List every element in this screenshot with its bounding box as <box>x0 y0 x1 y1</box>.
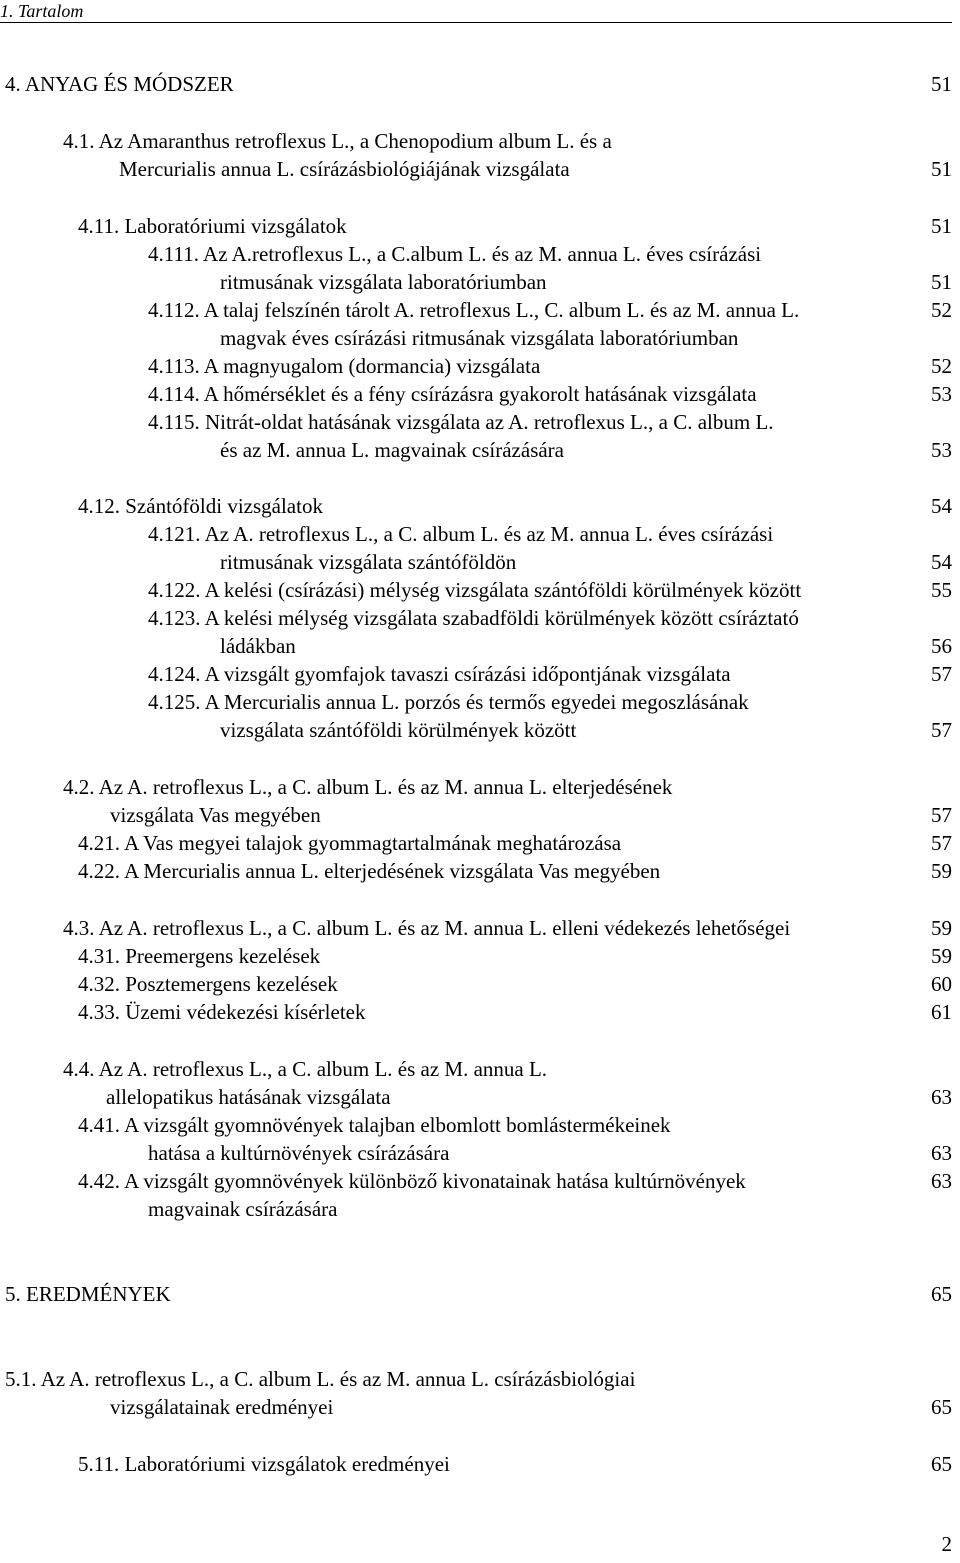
toc-page: 59 <box>931 916 952 940</box>
toc-entry-4-112-cont: magvak éves csírázási ritmusának vizsgálata laboratóriumban <box>220 326 739 350</box>
toc-page: 57 <box>931 718 952 742</box>
toc-entry-4-125: 4.125. A Mercurialis annua L. porzós és termős egyedei megoszlásának <box>148 690 749 714</box>
toc-page: 51 <box>931 157 952 181</box>
toc-entry-4-3: 4.3. Az A. retroflexus L., a C. album L. és az M. annua L. elleni védekezés lehetőségei <box>63 916 791 940</box>
toc-page: 61 <box>931 1000 952 1024</box>
toc-entry-4-31: 4.31. Preemergens kezelések <box>78 944 321 968</box>
toc-page: 65 <box>931 1452 952 1476</box>
toc-page: 53 <box>931 382 952 406</box>
toc-entry-4-123: 4.123. A kelési mélység vizsgálata szabadföldi körülmények között csíráztató <box>148 606 799 630</box>
toc-page: 63 <box>931 1141 952 1165</box>
toc-entry-4-11: 4.11. Laboratóriumi vizsgálatok <box>78 214 347 238</box>
toc-page: 51 <box>931 214 952 238</box>
toc-entry-4-1-cont: Mercurialis annua L. csírázásbiológiájának vizsgálata <box>119 157 570 181</box>
toc-entry-4-115-cont: és az M. annua L. magvainak csírázására <box>220 438 564 462</box>
toc-entry-4-122: 4.122. A kelési (csírázási) mélység vizsgálata szántóföldi körülmények között <box>148 578 802 602</box>
toc-entry-4-42: 4.42. A vizsgált gyomnövények különböző kivonatainak hatása kultúrnövények <box>78 1169 746 1193</box>
toc-entry-4-2-cont: vizsgálata Vas megyében <box>110 803 321 827</box>
toc-entry-4-2: 4.2. Az A. retroflexus L., a C. album L. és az M. annua L. elterjedésének <box>63 775 673 799</box>
toc-entry-4-125-cont: vizsgálata szántóföldi körülmények között <box>220 718 577 742</box>
toc-page: 65 <box>931 1282 952 1306</box>
toc-entry-4-111-cont: ritmusának vizsgálata laboratóriumban <box>220 270 547 294</box>
toc-entry-4-123-cont: ládákban <box>220 634 296 658</box>
toc-heading-5: 5. EREDMÉNYEK <box>5 1282 171 1306</box>
toc-page: 56 <box>931 634 952 658</box>
toc-entry-4-115: 4.115. Nitrát-oldat hatásának vizsgálata az A. retroflexus L., a C. album L. <box>148 410 774 434</box>
toc-entry-4-41: 4.41. A vizsgált gyomnövények talajban elbomlott bomlástermékeinek <box>78 1113 671 1137</box>
toc-page: 51 <box>931 270 952 294</box>
toc-entry-4-41-cont: hatása a kultúrnövények csírázására <box>148 1141 450 1165</box>
toc-entry-4-111: 4.111. Az A.retroflexus L., a C.album L. és az M. annua L. éves csírázási <box>148 242 762 266</box>
toc-page: 54 <box>931 494 952 518</box>
toc-page: 59 <box>931 859 952 883</box>
toc-page: 59 <box>931 944 952 968</box>
toc-page: 55 <box>931 578 952 602</box>
toc-page: 63 <box>931 1085 952 1109</box>
running-head: 1. Tartalom <box>0 0 952 23</box>
toc-page: 65 <box>931 1395 952 1419</box>
toc-page: 53 <box>931 438 952 462</box>
toc-page: 60 <box>931 972 952 996</box>
toc-heading-4: 4. ANYAG ÉS MÓDSZER <box>5 72 234 96</box>
toc-page: 57 <box>931 803 952 827</box>
toc-entry-5-1: 5.1. Az A. retroflexus L., a C. album L. és az M. annua L. csírázásbiológiai <box>5 1367 636 1391</box>
toc-page: 51 <box>931 72 952 96</box>
toc-entry-4-124: 4.124. A vizsgált gyomfajok tavaszi csírázási időpontjának vizsgálata <box>148 662 731 686</box>
page-number: 2 <box>941 1532 952 1556</box>
toc-entry-4-4: 4.4. Az A. retroflexus L., a C. album L. és az M. annua L. <box>63 1057 548 1081</box>
toc-entry-4-33: 4.33. Üzemi védekezési kísérletek <box>78 1000 366 1024</box>
toc-page: 54 <box>931 550 952 574</box>
toc-entry-4-22: 4.22. A Mercurialis annua L. elterjedésének vizsgálata Vas megyében <box>78 859 661 883</box>
toc-entry-4-113: 4.113. A magnyugalom (dormancia) vizsgálata <box>148 354 541 378</box>
toc-entry-5-11: 5.11. Laboratóriumi vizsgálatok eredményei <box>78 1452 450 1476</box>
toc-page: 52 <box>931 354 952 378</box>
toc-entry-4-12: 4.12. Szántóföldi vizsgálatok <box>78 494 323 518</box>
toc-entry-4-114: 4.114. A hőmérséklet és a fény csírázásra gyakorolt hatásának vizsgálata <box>148 382 757 406</box>
toc-page: 52 <box>931 298 952 322</box>
toc-entry-4-121: 4.121. Az A. retroflexus L., a C. album L. és az M. annua L. éves csírázási <box>148 522 774 546</box>
toc-entry-4-1: 4.1. Az Amaranthus retroflexus L., a Chenopodium album L. és a <box>63 129 612 153</box>
toc-page: 63 <box>931 1169 952 1193</box>
toc-entry-4-42-cont: magvainak csírázására <box>148 1197 338 1221</box>
toc-entry-4-32: 4.32. Posztemergens kezelések <box>78 972 338 996</box>
toc-entry-5-1-cont: vizsgálatainak eredményei <box>110 1395 334 1419</box>
toc-page: 57 <box>931 831 952 855</box>
toc-entry-4-112: 4.112. A talaj felszínén tárolt A. retroflexus L., C. album L. és az M. annua L. <box>148 298 800 322</box>
toc-entry-4-21: 4.21. A Vas megyei talajok gyommagtartalmának meghatározása <box>78 831 622 855</box>
toc-page: 57 <box>931 662 952 686</box>
toc-entry-4-121-cont: ritmusának vizsgálata szántóföldön <box>220 550 517 574</box>
toc-entry-4-4-cont: allelopatikus hatásának vizsgálata <box>106 1085 391 1109</box>
